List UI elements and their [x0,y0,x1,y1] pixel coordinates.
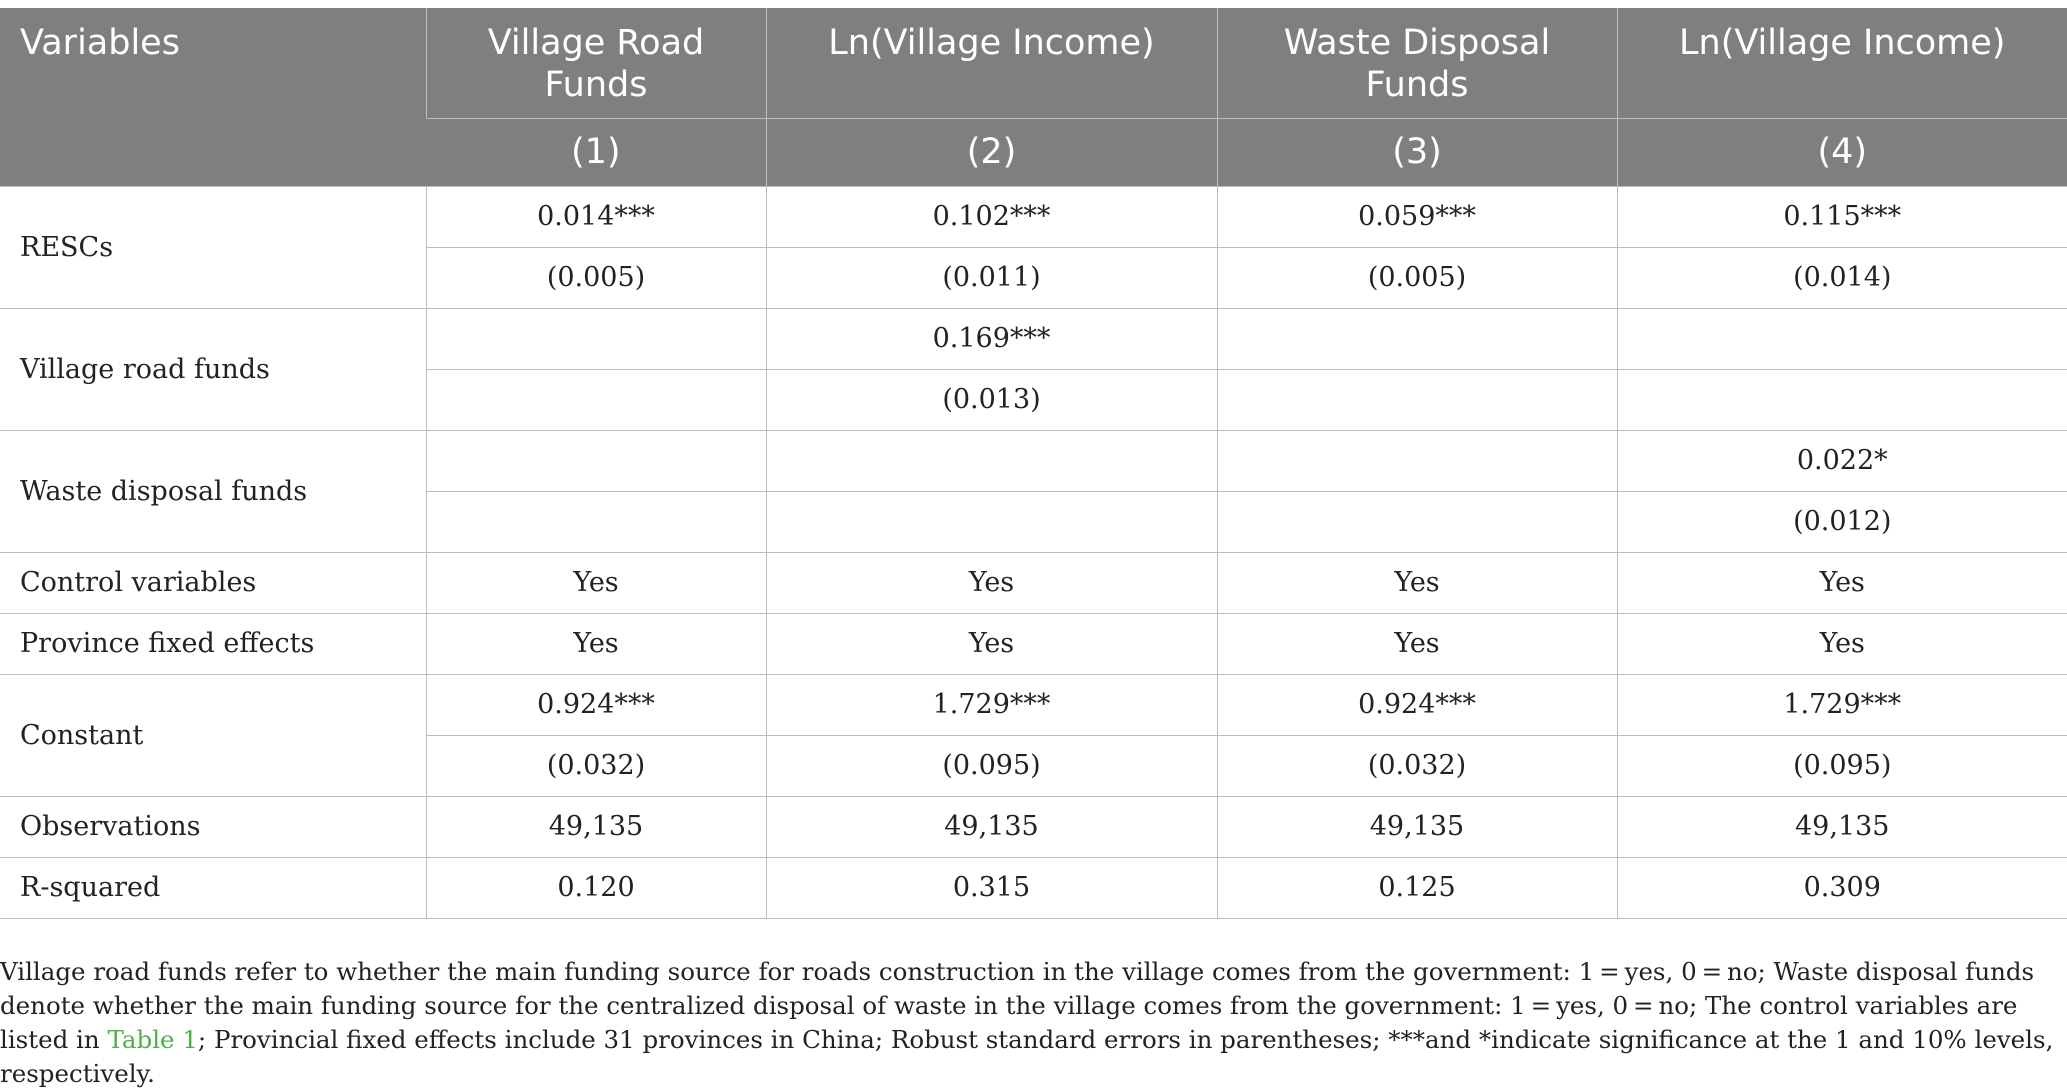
table-row [0,796,2067,857]
row-label-constant: Constant [0,674,426,796]
cell-value: 0.120 [426,857,766,918]
cell-se: (0.012) [1617,491,2067,552]
cell-coef [426,430,766,491]
cell-coef: 0.924*** [1217,674,1617,735]
header-variables: Variables [0,8,426,186]
cell-se [1617,369,2067,430]
footnote-text-start: Village road funds refer to whether the main funding source for roads construction in the village comes from the government: 1 = yes, 0 = no; Waste disposal funds denote whether the main funding source for the centralized disposal of waste in the village comes from the government: 1 = yes, 0 = no; The control variables are listed in [0,956,2035,1054]
header-num-2: (2) [766,118,1217,186]
table-footnote [0,955,2060,1091]
cell-coef [1217,308,1617,369]
cell-value: 49,135 [426,796,766,857]
row-label-province-fixed-effects: Province fixed effects [0,613,426,674]
cell-se: (0.011) [766,247,1217,308]
cell-coef: 0.014*** [426,186,766,247]
cell-coef: 1.729*** [1617,674,2067,735]
cell-coef: 1.729*** [766,674,1217,735]
cell-coef: 0.059*** [1217,186,1617,247]
row-label-waste-disposal-funds: Waste disposal funds [0,430,426,552]
header-col-1: Village Road Funds [426,8,766,118]
cell-coef [1617,308,2067,369]
table-row [0,674,2067,735]
cell-value: Yes [766,552,1217,613]
table-1-link[interactable]: Table 1 [107,1024,198,1054]
cell-value: Yes [1217,552,1617,613]
cell-se: (0.014) [1617,247,2067,308]
row-label-village-road-funds: Village road funds [0,308,426,430]
cell-coef [766,430,1217,491]
cell-value: Yes [426,613,766,674]
cell-se [426,369,766,430]
cell-value: Yes [1217,613,1617,674]
table-row [0,186,2067,247]
row-label-rescs: RESCs [0,186,426,308]
cell-se: (0.095) [766,735,1217,796]
table-row [0,308,2067,369]
header-num-3: (3) [1217,118,1617,186]
cell-value: 0.309 [1617,857,2067,918]
cell-se: (0.095) [1617,735,2067,796]
header-col-2: Ln(Village Income) [766,8,1217,118]
cell-coef: 0.115*** [1617,186,2067,247]
header-row [0,8,2067,118]
cell-value: 49,135 [766,796,1217,857]
regression-table-container [0,8,2067,919]
header-col-3: Waste Disposal Funds [1217,8,1617,118]
row-label-control-variables: Control variables [0,552,426,613]
cell-coef: 0.102*** [766,186,1217,247]
table-row [0,613,2067,674]
cell-coef [1217,430,1617,491]
table-row [0,857,2067,918]
row-label-r-squared: R-squared [0,857,426,918]
cell-coef [426,308,766,369]
row-label-observations: Observations [0,796,426,857]
cell-coef: 0.022* [1617,430,2067,491]
table-row [0,430,2067,491]
table-row [0,552,2067,613]
cell-se: (0.005) [426,247,766,308]
header-num-1: (1) [426,118,766,186]
cell-se [426,491,766,552]
cell-se: (0.013) [766,369,1217,430]
cell-se: (0.032) [1217,735,1617,796]
cell-coef: 0.924*** [426,674,766,735]
cell-value: 0.315 [766,857,1217,918]
cell-value: 49,135 [1217,796,1617,857]
cell-value: Yes [1617,613,2067,674]
cell-se [1217,491,1617,552]
footnote-text-end: ; Provincial fixed effects include 31 provinces in China; Robust standard errors in parentheses; ***and *indicate significance at the 1 and 10% levels, respectively. [0,1024,2054,1088]
cell-value: Yes [766,613,1217,674]
cell-se: (0.005) [1217,247,1617,308]
header-num-4: (4) [1617,118,2067,186]
cell-se [766,491,1217,552]
cell-se [1217,369,1617,430]
cell-value: Yes [426,552,766,613]
regression-table [0,8,2067,919]
header-col-4: Ln(Village Income) [1617,8,2067,118]
cell-value: 49,135 [1617,796,2067,857]
cell-value: Yes [1617,552,2067,613]
cell-coef: 0.169*** [766,308,1217,369]
cell-se: (0.032) [426,735,766,796]
cell-value: 0.125 [1217,857,1617,918]
